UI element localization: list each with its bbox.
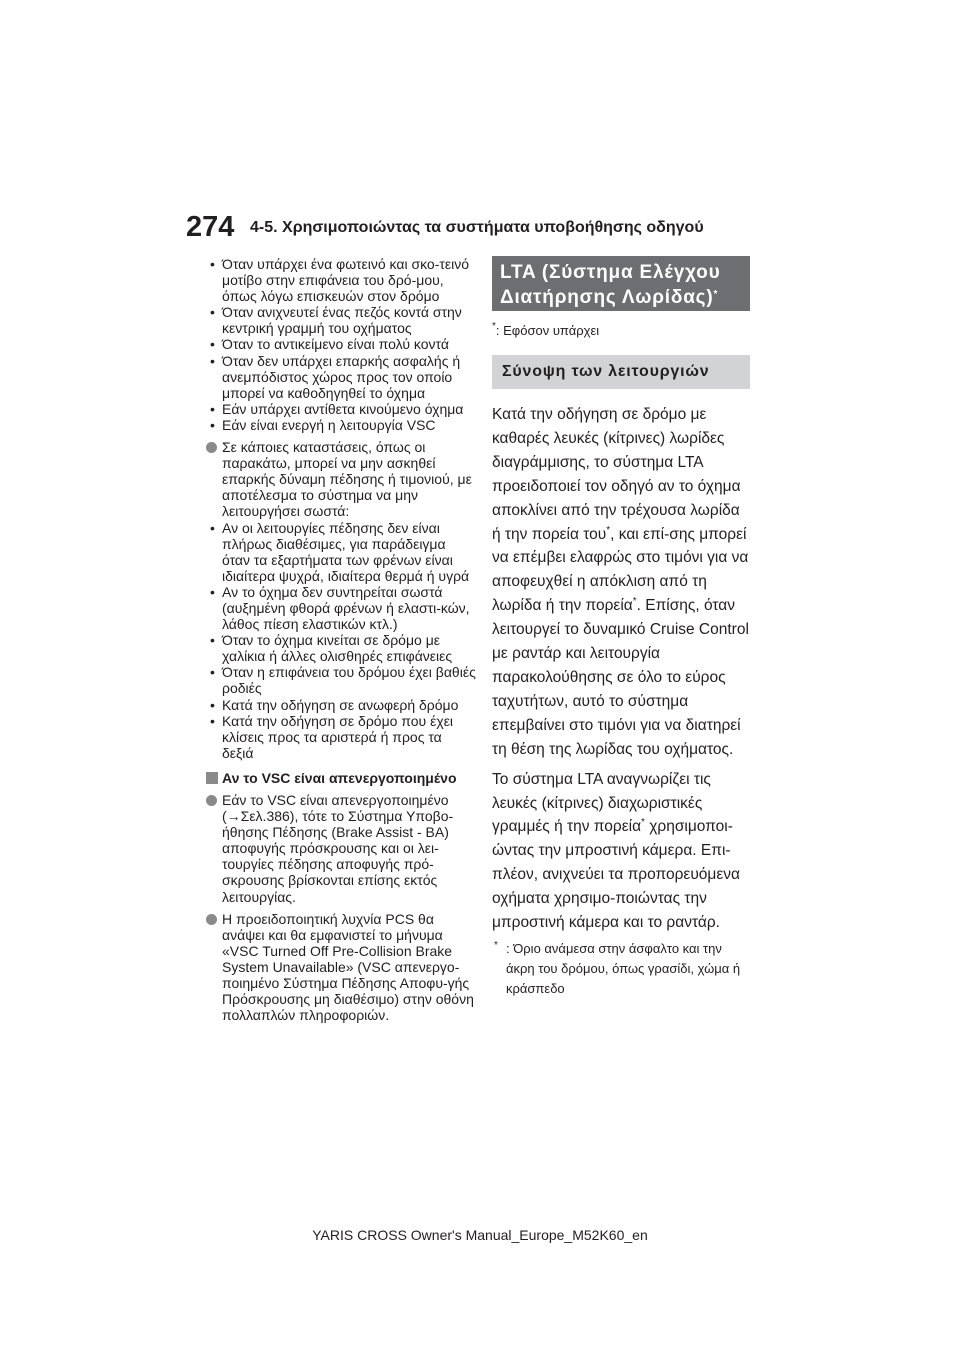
list-item: • Όταν δεν υπάρχει επαρκής ασφαλής ή ανεμπόδιστος χώρος προς τον οποίο μπορεί να καθοδηγηθεί το όχημα — [206, 353, 476, 401]
list-item: • Εάν είναι ενεργή η λειτουργία VSC — [206, 417, 476, 433]
list-item: • Όταν το αντικείμενο είναι πολύ κοντά — [206, 336, 476, 352]
paragraph-text: Σε κάποιες καταστάσεις, όπως οι παρακάτω, μπορεί να μην ασκηθεί επαρκής δύναμη πέδησης ή τιμονιού, με αποτέλεσμα το σύστημα να μην λειτουργήσει σωστά: — [222, 439, 472, 520]
asterisk: * — [632, 596, 637, 608]
page-number: 274 — [186, 211, 235, 243]
square-bullet-icon — [206, 772, 218, 784]
availability-note — [492, 323, 750, 339]
right-column — [492, 256, 750, 999]
list-item: • Όταν η επιφάνεια του δρόμου έχει βαθιές ροδιές — [206, 664, 476, 696]
body-text: Το σύστημα LTA αναγνωρίζει τις λευκές (κίτρινες) διαχωριστικές γραμμές ή την πορεία — [492, 770, 711, 836]
pcs-warning-paragraph — [206, 911, 476, 1024]
asterisk: * — [606, 524, 611, 536]
body-text: . Επίσης, όταν λειτουργεί το δυναμικό Cruise Control με ραντάρ και λειτουργία παρακολούθησης σε όλο το εύρος ταχυτήτων, αυτό το σύστημα επεμβαίνει στο τιμόνι για να διατηρεί τη θέση της λωρίδας του οχήματος. — [492, 597, 749, 758]
note-text: : Εφόσον υπάρχει — [495, 323, 600, 338]
vsc-off-heading — [206, 770, 476, 786]
body-text: χρησιμοποι-ώντας την μπροστινή κάμερα. Επι-πλέον, ανιχνεύει τα προπορευόμενα οχήματα χρησιμο-ποιώντας την μπροστινή κάμερα και το ραντάρ. — [492, 818, 740, 932]
circle-bullet-icon — [206, 914, 217, 925]
list-item: • Εάν υπάρχει αντίθετα κινούμενο όχημα — [206, 401, 476, 417]
list-item: • Όταν υπάρχει ένα φωτεινό και σκο-τεινό μοτίβο στην επιφάνεια του δρό-μου, όπως λόγω επισκευών στον δρόμο — [206, 256, 476, 304]
heading-text: Αν το VSC είναι απενεργοποιημένο — [222, 769, 457, 786]
page-header — [186, 210, 786, 250]
banner-title: LTA (Σύστημα Ελέγχου Διατήρησης Λωρίδας) — [500, 262, 721, 308]
footnote-text: : Όριο ανάμεσα στην άσφαλτο και την άκρη του δρόμου, όπως γρασίδι, χώμα ή κράσπεδο — [506, 940, 741, 996]
asterisk: * — [713, 289, 719, 300]
body-text: , και επί-σης μπορεί να επέμβει ελαφρώς στο τιμόνι για να αποφευχθεί η απόκλιση από τη λωρίδα ή την πορεία — [492, 525, 749, 615]
braking-conditions-list — [206, 520, 476, 761]
circle-bullet-icon — [206, 795, 217, 806]
list-item: • Αν οι λειτουργίες πέδησης δεν είναι πλήρως διαθέσιμες, για παράδειγμα όταν τα εξαρτήματα των φρένων είναι ιδιαίτερα ψυχρά, ιδιαίτερα θερμά ή υγρά — [206, 520, 476, 584]
list-item: • Αν το όχημα δεν συντηρείται σωστά (αυξημένη φθορά φρένων ή ελαστι-κών, λάθος πίεση ελαστικών κτλ.) — [206, 584, 476, 632]
lta-recognition-text — [492, 768, 750, 935]
section-title: 4-5. Χρησιμοποιώντας τα συστήματα υποβοήθησης οδηγού — [250, 219, 704, 236]
asterisk: * — [492, 321, 496, 332]
braking-paragraph — [206, 439, 476, 519]
page-footer: YARIS CROSS Owner's Manual_Europe_M52K60_en — [312, 1227, 648, 1243]
paragraph-text: Εάν το VSC είναι απενεργοποιημένο (→Σελ.386), τότε το Σύστημα Υποβο-ήθησης Πέδησης (Brake Assist - BA) αποφυγής πρόσκρουσης και οι λει-τουργίες πέδησης αποφυγής πρό-σκρουσης βρίσκονται επίσης εκτός λειτουργίας. — [222, 792, 454, 905]
list-item: • Όταν το όχημα κινείται σε δρόμο με χαλίκια ή άλλες ολισθηρές επιφάνειες — [206, 632, 476, 664]
asterisk: * — [641, 817, 645, 829]
list-item: • Κατά την οδήγηση σε δρόμο που έχει κλίσεις προς τα αριστερά ή προς τα δεξιά — [206, 713, 476, 761]
lta-description — [492, 403, 750, 762]
body-text: Κατά την οδήγηση σε δρόμο με καθαρές λευκές (κίτρινες) λωρίδες διαγράμμισης, το σύστημα LTA προειδοποιεί τον οδηγό αν το όχημα αποκλίνει από την τρέχουσα λωρίδα ή την πορεία του — [492, 406, 741, 543]
vsc-off-paragraph — [206, 792, 476, 905]
footnote — [492, 939, 750, 999]
left-column — [206, 256, 476, 1023]
conditions-list — [206, 256, 476, 433]
lta-section-banner — [492, 256, 750, 311]
list-item: • Κατά την οδήγηση σε ανωφερή δρόμο — [206, 697, 476, 713]
asterisk: * — [494, 939, 498, 951]
summary-banner: Σύνοψη των λειτουργιών — [492, 355, 750, 389]
list-item: • Όταν ανιχνευτεί ένας πεζός κοντά στην κεντρική γραμμή του οχήματος — [206, 304, 476, 336]
paragraph-text: Η προειδοποιητική λυχνία PCS θα ανάψει και θα εμφανιστεί το μήνυμα «VSC Turned Off Pre-Collision Brake System Unavailable» (VSC απενεργο-ποιημένο Σύστημα Πέδησης Αποφυ-γής Πρόσκρουσης μη διαθέσιμο) στην οθόνη πολλαπλών πληροφοριών. — [222, 910, 474, 1024]
circle-bullet-icon — [206, 442, 217, 453]
